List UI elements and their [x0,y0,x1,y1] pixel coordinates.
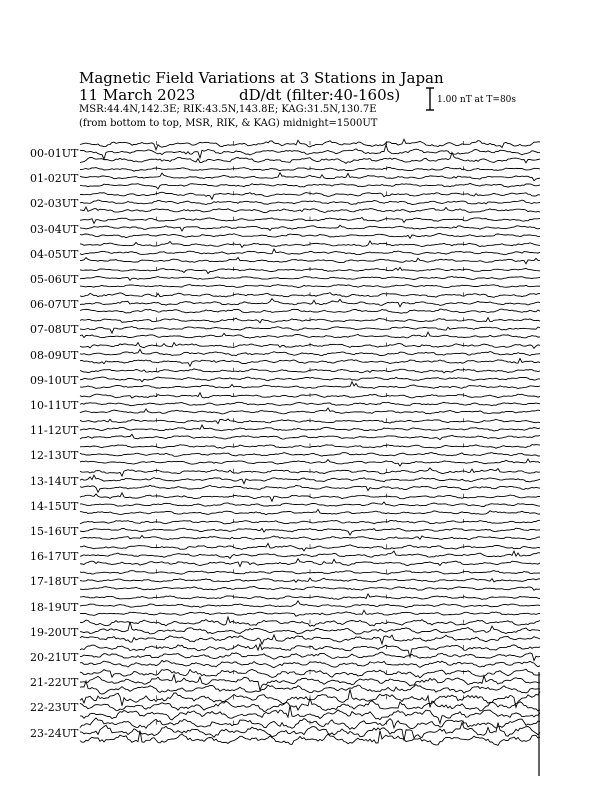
trace-msr [80,559,540,567]
trace-msr [80,152,540,163]
hour-label: 20-21UT [30,651,79,664]
hour-label: 07-08UT [30,323,79,337]
trace-msr [80,635,540,644]
traces-group [80,139,540,776]
chart-title: Magnetic Field Variations at 3 Stations in Japan [79,69,444,87]
trace-rik [80,652,540,661]
trace-msr [80,509,540,514]
hour-label: 06-07UT [30,298,79,312]
hour-label: 13-14UT [30,474,79,488]
quantity-label: dD/dt (filter:40-160s) [239,86,401,104]
hour-label: 00-01UT [30,147,79,160]
trace-msr [80,332,540,338]
hour-label: 17-18UT [30,575,79,589]
hour-label: 15-16UT [30,525,79,538]
trace-rik [80,528,540,535]
trace-rik [80,349,540,355]
trace-rik [80,502,540,507]
trace-rik [80,698,540,711]
hour-label: 04-05UT [30,247,79,261]
trace-msr [80,258,540,264]
trace-rik [80,277,540,281]
trace-msr [80,586,540,590]
trace-rik [80,249,540,255]
hour-label: 23-24UT [30,726,79,740]
trace-msr [80,660,540,667]
trace-msr [80,459,540,466]
hour-label: 18-19UT [30,600,79,614]
trace-msr [80,610,540,616]
hour-label: 12-13UT [30,449,79,463]
hour-label: 11-12UT [30,424,79,438]
trace-msr [80,309,540,313]
trace-msr [80,234,540,239]
trace-rik [80,453,540,457]
hour-label: 19-20UT [30,625,79,639]
trace-msr [80,382,540,389]
trace-rik [80,551,540,558]
trace-msr [80,536,540,540]
hour-label: 21-22UT [30,676,79,690]
scale-label: 1.00 nT at T=80s [437,95,517,105]
trace-rik [80,377,540,382]
station-order-note: (from bottom to top, MSR, RIK, & KAG) midnight=1500UT [79,118,378,129]
trace-rik [80,200,540,205]
trace-rik [80,225,540,231]
hour-label: 02-03UT [30,197,79,211]
hour-label: 14-15UT [30,499,79,513]
trace-rik [80,675,540,691]
trace-msr [80,408,540,414]
hour-label: 01-02UT [30,172,79,186]
trace-rik [80,578,540,582]
trace-rik [80,475,540,484]
trace-rik [80,723,540,741]
trace-msr [80,434,540,439]
date-label: 11 March 2023 [79,86,196,104]
hour-label: 22-23UT [30,701,79,715]
hour-label: 09-10UT [30,373,79,387]
station-coordinates: MSR:44.4N,142.3E; RIK:43.5N,143.8E; KAG:31.5N,130.7E [79,104,377,115]
hour-label: 08-09UT [30,348,79,362]
hour-label: 10-11UT [30,399,79,412]
trace-msr [80,183,540,189]
trace-rik [80,402,540,406]
trace-rik [80,425,540,431]
hour-label: 16-17UT [30,550,79,564]
trace-msr [80,207,540,213]
trace-msr [80,285,540,288]
trace-rik [80,327,540,334]
trace-msr [80,485,540,492]
trace-rik [80,173,540,181]
trace-msr [80,358,540,366]
trace-rik [80,601,540,608]
trace-msr [80,681,540,694]
hour-label: 05-06UT [30,273,79,286]
hour-label: 03-04UT [30,222,79,236]
trace-msr [80,731,540,746]
trace-rik [80,299,540,307]
